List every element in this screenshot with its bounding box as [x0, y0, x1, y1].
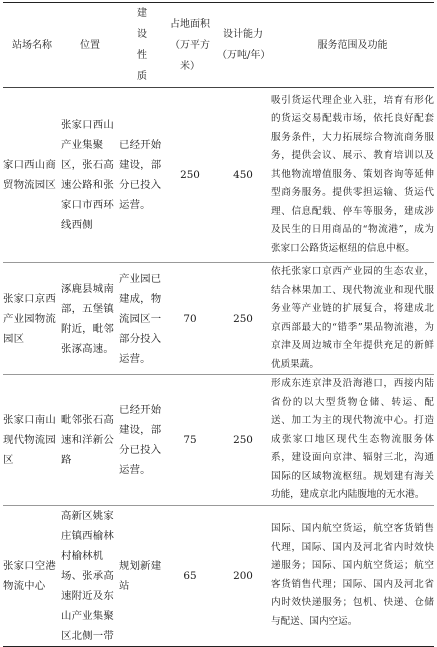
header-location: 位置 [80, 39, 100, 51]
row-scope: 形成东连京津及沿海港口，西接内陆省份的以大型货物仓储、转运、配送、加工为主的现代物流中心。打造成张家口地区现代生态物流服务体系，建设面向京津、辐射三北，沟通国际的区域物流枢纽。规划建有海关功能，建成京北内陆腹地的无水港。 [271, 375, 434, 506]
row-scope: 依托张家口京西产业园的生态农业，结合林果加工、现代物流业和现代服务业等产业链的扩展复合，将建成北京西部最大的“错季”果品物流港，为京津及周边城市全年提供充足的新鲜优质果蔬。 [271, 263, 434, 375]
row-location: 高新区姚家庄镇西榆林村榆林机场、张承高速附近及东山产业集聚区北侧一带 [61, 505, 119, 646]
row-name: 张家口空港物流中心 [3, 505, 61, 646]
row-name: 张家口京西产业园物流园区 [3, 263, 61, 375]
row-area: 75 [165, 375, 215, 506]
table-row [3, 263, 434, 375]
row-area: 65 [165, 505, 215, 646]
header-capacity: 设计能力（万吨/年） [217, 29, 271, 61]
row-scope: 国际、国内航空货运，航空客货销售代理，国际、国内及河北省内时效快递服务；国际、国内航空货运；航空客货销售代理；国际、国内及河北省内时效快递服务；包机、快递、仓储与配送、国内空运。 [271, 505, 434, 646]
row-capacity: 450 [233, 169, 253, 181]
row-nature: 产业园已建成，物流园区一部分投入运营。 [119, 263, 165, 375]
table-row [3, 88, 434, 263]
row-name: 家口西山商贸物流园区 [3, 159, 56, 191]
row-nature: 已经开始建设，部分已投入运营。 [119, 139, 162, 211]
logistics-park-table [3, 2, 434, 647]
header-nature: 建设性质 [137, 8, 147, 82]
header-name: 站场名称 [12, 39, 52, 51]
row-capacity: 250 [215, 375, 271, 506]
table-header-row [3, 3, 434, 88]
header-scope: 服务范围及功能 [317, 39, 388, 51]
row-scope: 吸引货运代理企业入驻，培育有形化的货运交易配载市场，依托良好配套服务条件，大力拓展综合物流商务服务，提供会议、展示、教育培训以及其他物流增值服务、策划咨询等延伸型商务服务。提供零担运输、货运代理、信息配载、停车等服务，建成涉及民生的日用商品的“物流港”，成为张家口公路货运枢纽的信息中枢。 [271, 94, 434, 254]
row-area: 70 [165, 263, 215, 375]
row-name: 张家口南山现代物流园区 [3, 375, 61, 506]
row-capacity: 250 [215, 263, 271, 375]
row-location: 张家口西山产业集聚区，张石高速公路和张家口市西环线西侧 [61, 119, 114, 231]
table-row [3, 505, 434, 646]
header-area: 占地面积（万平方米） [170, 18, 210, 72]
row-nature: 已经开始建设，部分已投入运营。 [119, 375, 165, 506]
row-area: 250 [180, 169, 200, 181]
row-nature: 规划新建站 [119, 505, 165, 646]
row-capacity: 200 [215, 505, 271, 646]
row-location: 涿鹿县城南部，五堡镇附近，毗邻张涿高速。 [61, 263, 119, 375]
table-row [3, 375, 434, 506]
row-location: 毗邻张石高速和洋新公路 [61, 375, 119, 506]
